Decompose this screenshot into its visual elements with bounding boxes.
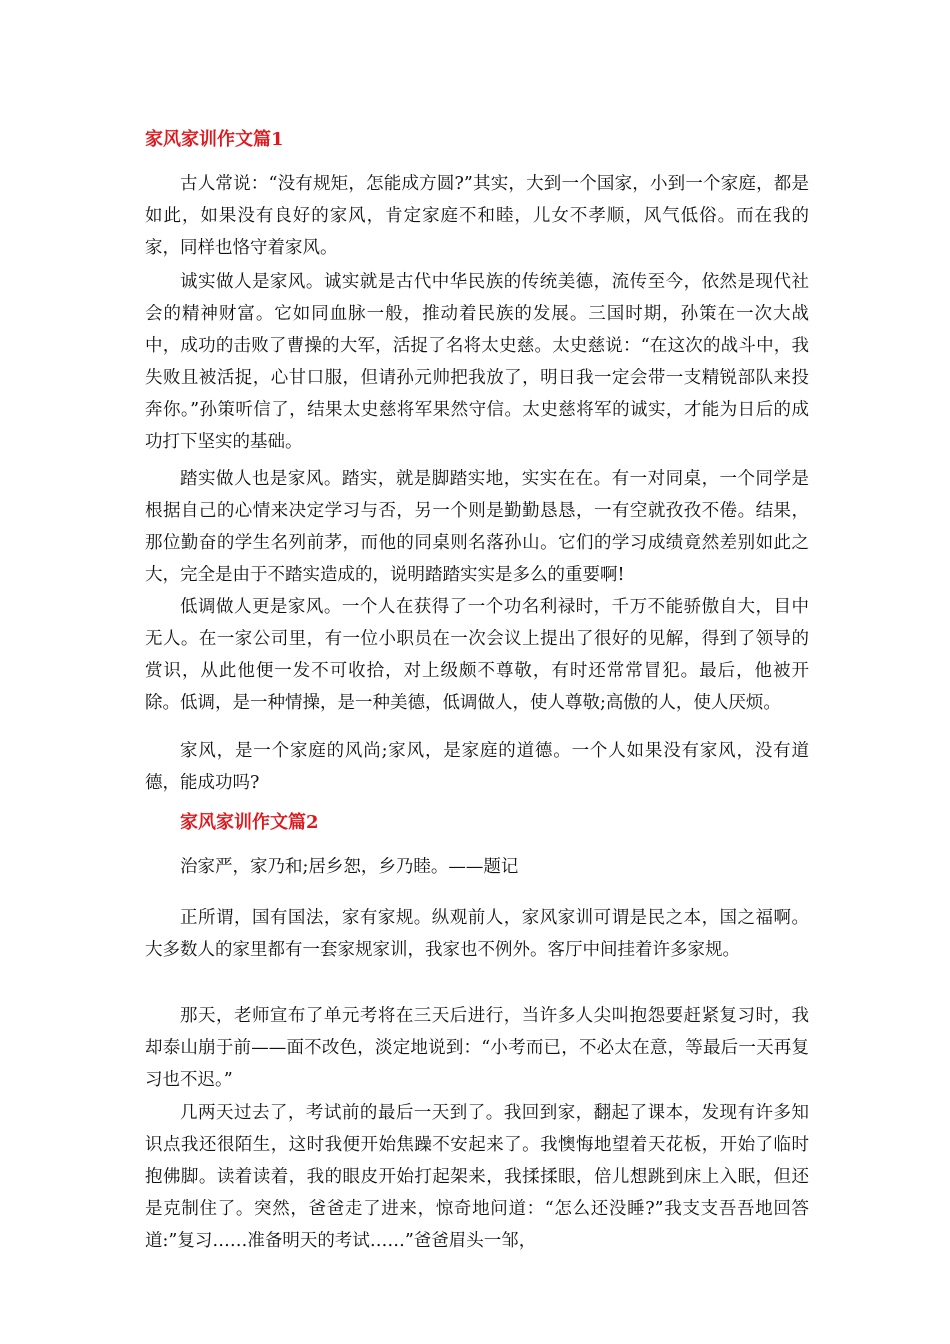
section-2-heading: 家风家训作文篇2 xyxy=(180,812,319,833)
section-2-paragraph-1: 治家严，家乃和;居乡恕，乡乃睦。——题记 xyxy=(180,857,519,877)
section-2-paragraph-4: 几两天过去了，考试前的最后一天到了。我回到家，翻起了课本，发现有许多知识点我还很陌生，这时我便开始焦躁不安起来了。我懊悔地望着天花板，开始了临时抱佛脚。读着读着，我的眼皮开始打起架来，我揉揉眼，倍儿想跳到床上入眠，但还是克制住了。突然，爸爸走了进来，惊奇地问道：“怎么还没睡?”我支支吾吾地回答道:”复习……准备明天的考试……”爸爸眉头一邹， xyxy=(145,1103,809,1251)
section-1-heading: 家风家训作文篇1 xyxy=(145,129,284,150)
section-2-paragraph-2: 正所谓，国有国法，家有家规。纵观前人，家风家训可谓是民之本，国之福啊。大多数人的家里都有一套家规家训，我家也不例外。客厅中间挂着许多家规。 xyxy=(145,908,809,960)
section-2-paragraph-3: 那天，老师宣布了单元考将在三天后进行，当许多人尖叫抱怨要赶紧复习时，我却泰山崩于前——面不改色，淡定地说到：“小考而已，不必太在意，等最后一天再复习也不迟。” xyxy=(145,1006,809,1090)
section-1-paragraph-5: 家风，是一个家庭的风尚;家风，是家庭的道德。一个人如果没有家风，没有道德，能成功吗? xyxy=(145,741,809,793)
section-1-paragraph-2: 诚实做人是家风。诚实就是古代中华民族的传统美德，流传至今，依然是现代社会的精神财富。它如同血脉一般，推动着民族的发展。三国时期，孙策在一次大战中，成功的击败了曹操的大军，活捉了名将太史慈。太史慈说：“在这次的战斗中，我失败且被活捉，心甘口服，但请孙元帅把我放了，明日我一定会带一支精锐部队来投奔你。”孙策听信了，结果太史慈将军果然守信。太史慈将军的诚实，才能为日后的成功打下坚实的基础。 xyxy=(145,272,809,452)
section-1-paragraph-1: 古人常说：“没有规矩，怎能成方圆?”其实，大到一个国家，小到一个家庭，都是如此，如果没有良好的家风，肯定家庭不和睦，儿女不孝顺，风气低俗。而在我的家，同样也恪守着家风。 xyxy=(145,174,809,258)
section-1-paragraph-4: 低调做人更是家风。一个人在获得了一个功名利禄时，千万不能骄傲自大，目中无人。在一家公司里，有一位小职员在一次会议上提出了很好的见解，得到了领导的赏识，从此他便一发不可收拾，对上级颇不尊敬，有时还常常冒犯。最后，他被开除。低调，是一种情操，是一种美德，低调做人，使人尊敬;高傲的人，使人厌烦。 xyxy=(145,597,809,713)
section-1-paragraph-3: 踏实做人也是家风。踏实，就是脚踏实地，实实在在。有一对同桌，一个同学是根据自己的心情来决定学习与否，另一个则是勤勤恳恳，一有空就孜孜不倦。结果，那位勤奋的学生名列前茅，而他的同桌则名落孙山。它们的学习成绩竟然差别如此之大，完全是由于不踏实造成的，说明踏踏实实是多么的重要啊! xyxy=(145,469,809,585)
